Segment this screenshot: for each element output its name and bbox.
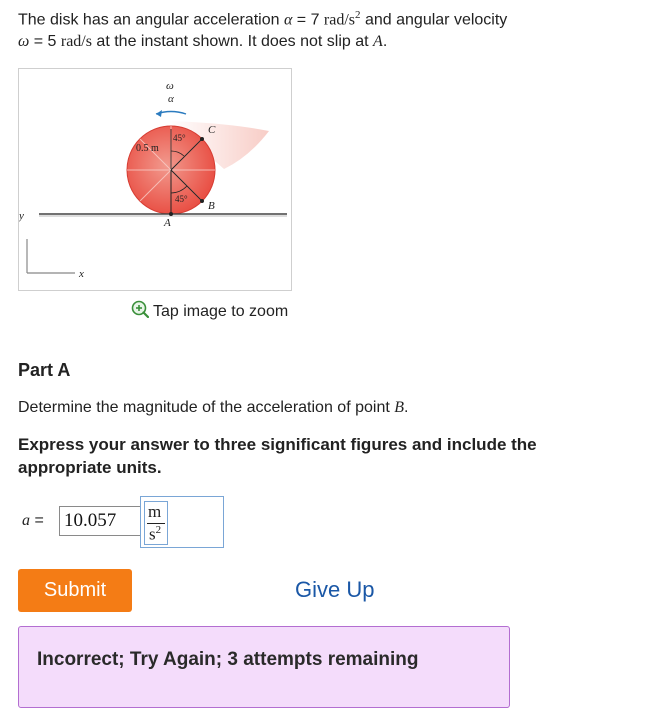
unit-denominator [149, 524, 161, 545]
submit-button[interactable]: Submit [18, 569, 132, 612]
omega-label: ω [166, 80, 174, 92]
point-b [200, 199, 204, 203]
angle-top-label: 45° [173, 133, 186, 143]
x-label: x [79, 268, 84, 280]
zoom-label: Tap image to zoom [153, 302, 289, 320]
problem-text: and angular velocity [360, 11, 508, 29]
unit-denominator-base: s [149, 524, 156, 544]
question-prefix: Determine the magnitude of the acceleration of point [18, 399, 395, 416]
give-up-link[interactable]: Give Up [295, 577, 375, 602]
alpha-value: = 7 [292, 11, 324, 29]
c-label: C [208, 124, 216, 136]
answer-symbol: a [22, 512, 30, 529]
disk-figure[interactable] [18, 68, 292, 291]
problem-line-2 [18, 31, 638, 53]
omega-symbol: ω [18, 33, 30, 51]
answer-value-input[interactable] [59, 506, 147, 536]
answer-label [22, 512, 44, 530]
question-text [18, 399, 408, 417]
radius-label: 0.5 m [136, 143, 159, 154]
units-fraction [144, 501, 168, 545]
part-title: Part A [18, 360, 71, 380]
a-label: A [164, 217, 171, 229]
zoom-in-icon [131, 300, 149, 323]
alpha-symbol: α [283, 11, 293, 29]
point-a-label: A [373, 33, 383, 51]
y-label: y [19, 210, 24, 222]
problem-text: The disk has an angular acceleration [18, 11, 284, 29]
omega-unit: rad/s [60, 33, 92, 51]
units-input[interactable] [140, 496, 224, 548]
alpha-unit: rad/s [323, 11, 356, 29]
problem-statement [18, 4, 638, 53]
feedback-box [18, 626, 510, 708]
answer-equals: = [30, 512, 44, 529]
question-suffix: . [404, 399, 409, 416]
omega-value: = 5 [29, 33, 61, 51]
feedback-message: Incorrect; Try Again; 3 attempts remaining [37, 649, 419, 670]
alpha-unit-exponent: 2 [355, 9, 361, 21]
disk-diagram [19, 69, 291, 290]
point-a [169, 212, 173, 216]
point-c [200, 137, 204, 141]
problem-text: . [382, 33, 388, 51]
unit-exponent: 2 [155, 524, 162, 536]
answer-instructions: Express your answer to three significant figures and include the appropriate units. [18, 435, 537, 477]
angle-bottom-label: 45° [175, 194, 188, 204]
tap-to-zoom[interactable] [131, 300, 288, 323]
problem-line-1 [18, 4, 638, 31]
alpha-label: α [168, 93, 174, 105]
unit-numerator: m [148, 502, 162, 521]
question-point: B [394, 399, 405, 416]
b-label: B [208, 200, 215, 212]
rotation-arrowhead [156, 110, 162, 117]
problem-text: at the instant shown. It does not slip at [91, 33, 374, 51]
